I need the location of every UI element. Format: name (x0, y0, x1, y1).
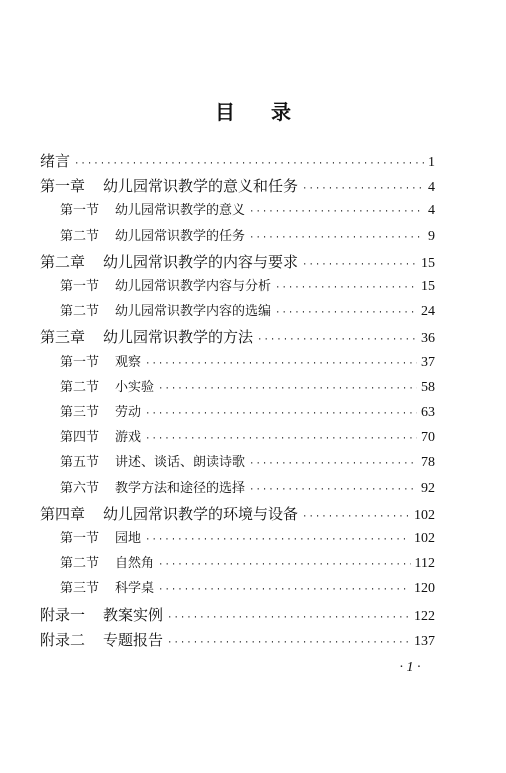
toc-section-row (60, 276, 435, 298)
toc-page-number: 78 (421, 455, 435, 471)
toc-entry-number: 第三节 (60, 581, 100, 597)
toc-page-number: 137 (414, 633, 435, 649)
toc-entry-title: 幼儿园常识教学的方法 (103, 328, 254, 347)
page-number-footer: · 1 · (399, 660, 421, 675)
toc-section-row (60, 528, 435, 550)
toc-page-number: 58 (421, 379, 435, 395)
toc-dot-leader (275, 302, 417, 324)
toc-dot-leader (302, 506, 410, 528)
toc-page-number: 37 (421, 354, 435, 370)
toc-chapter-row (40, 503, 435, 525)
toc-entry-title: 劳动 (115, 405, 142, 420)
toc-section-row (60, 452, 435, 474)
toc-entry-title: 幼儿园常识教学的任务 (115, 228, 246, 244)
toc-dot-leader (158, 579, 410, 601)
toc-page-number: 102 (414, 531, 435, 546)
toc-dot-leader (249, 227, 424, 249)
toc-entry-title: 自然角 (115, 556, 155, 572)
toc-chapter-row (40, 150, 435, 172)
toc-dot-leader (167, 632, 410, 654)
toc-dot-leader (257, 329, 417, 351)
toc-entry-title: 小实验 (115, 379, 155, 395)
toc-entry-number: 第一章 (40, 177, 86, 196)
toc-dot-leader (302, 254, 417, 276)
toc-page-number: 24 (421, 304, 435, 320)
toc-entry-number: 第二节 (60, 228, 100, 244)
toc-entry-number: 附录二 (40, 630, 86, 649)
toc-page-number: 9 (428, 228, 435, 244)
toc-dot-leader (74, 153, 424, 175)
toc-entry-title: 幼儿园常识教学的意义和任务 (103, 177, 299, 196)
toc-entry-title: 专题报告 (103, 630, 164, 649)
toc-section-row (60, 427, 435, 449)
toc-section-row (60, 301, 435, 323)
toc-entry-title: 幼儿园常识教学的内容与要求 (103, 252, 299, 271)
toc-entry-number: 第三章 (40, 328, 86, 347)
toc-page-number: 92 (421, 480, 435, 496)
toc-entry-title: 园地 (115, 531, 142, 546)
toc-page-number: 15 (421, 279, 435, 294)
toc-chapter-row (40, 251, 435, 273)
toc-dot-leader (249, 453, 417, 475)
toc-section-row (60, 200, 435, 222)
toc-dot-leader (167, 607, 410, 629)
toc-entry-number: 附录一 (40, 605, 86, 624)
toc-page-number: 63 (421, 405, 435, 420)
toc-entry-number: 第二章 (40, 252, 86, 271)
toc-page-number: 120 (414, 581, 435, 597)
toc-title (0, 96, 506, 125)
toc-section-row (60, 478, 435, 500)
toc-dot-leader (249, 201, 424, 223)
toc-entry-number: 第六节 (60, 480, 100, 496)
toc-section-row (60, 352, 435, 374)
toc-page-number: 36 (421, 331, 435, 347)
toc-chapter-row (40, 629, 435, 651)
toc-entry-title: 幼儿园常识教学的环境与设备 (103, 504, 299, 523)
toc-entry-number: 第一节 (60, 354, 100, 370)
toc-section-row (60, 553, 435, 575)
toc-entry-number: 第四节 (60, 430, 100, 446)
toc-entry-number: 第一节 (60, 203, 100, 219)
toc-page-number: 4 (428, 180, 435, 196)
toc-entry-title: 游戏 (115, 430, 142, 446)
toc-page-number: 15 (421, 255, 435, 271)
toc-dot-leader (145, 428, 417, 450)
toc-page-number: 112 (414, 556, 435, 572)
toc-dot-leader (145, 403, 417, 425)
toc-page-number: 102 (414, 507, 435, 523)
toc-dot-leader (145, 353, 417, 375)
toc-entry-number: 第二节 (60, 304, 100, 320)
toc-section-row (60, 226, 435, 248)
toc-dot-leader (145, 529, 410, 551)
toc-chapter-row (40, 604, 435, 626)
toc-entry-number: 第五节 (60, 455, 100, 471)
toc-title-char-1: 目 (215, 100, 235, 124)
toc-entry-title: 观察 (115, 354, 142, 370)
toc-entry-number: 第二节 (60, 379, 100, 395)
toc-page-number: 1 (428, 155, 435, 170)
toc-entry-title: 教案实例 (103, 605, 164, 624)
toc-page-number: 70 (421, 430, 435, 446)
toc-entry-number: 第三节 (60, 405, 100, 420)
toc-chapter-row (40, 326, 435, 348)
toc-page-number: 122 (414, 608, 435, 624)
toc-dot-leader (158, 554, 410, 576)
toc-entry-title: 幼儿园常识教学内容的选编 (115, 304, 272, 320)
toc-entry-title: 幼儿园常识教学内容与分析 (115, 279, 272, 294)
toc-entry-title: 讲述、谈话、朗读诗歌 (115, 455, 246, 471)
toc-section-row (60, 377, 435, 399)
toc-entry-number: 第一节 (60, 279, 100, 294)
toc-title-char-2: 录 (271, 100, 291, 124)
toc-dot-leader (275, 277, 417, 299)
toc-chapter-row (40, 175, 435, 197)
toc-section-row (60, 402, 435, 424)
toc-dot-leader (302, 178, 424, 200)
toc-entry-number: 第二节 (60, 556, 100, 572)
toc-section-row (60, 578, 435, 600)
toc-entry-title: 科学桌 (115, 581, 155, 597)
toc-dot-leader (249, 479, 417, 501)
toc-entry-title: 绪言 (40, 152, 71, 170)
toc-dot-leader (158, 378, 417, 400)
toc-entry-title: 幼儿园常识教学的意义 (115, 203, 246, 219)
toc-entry-number: 第一节 (60, 531, 100, 546)
toc-entry-title: 教学方法和途径的选择 (115, 480, 246, 496)
toc-entry-number: 第四章 (40, 504, 86, 523)
toc-page-number: 4 (428, 203, 435, 219)
